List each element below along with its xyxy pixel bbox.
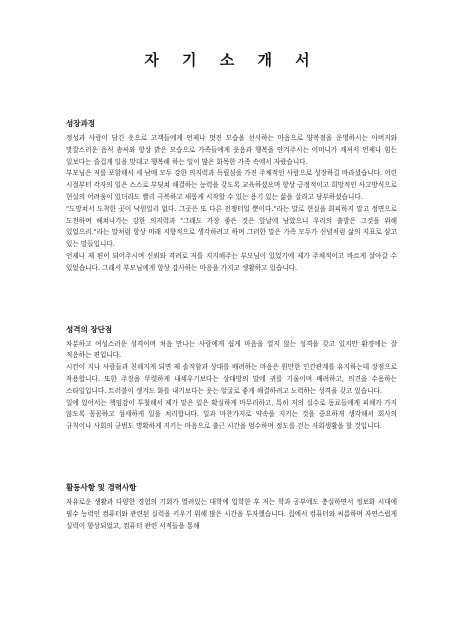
paragraph: 시간이 지나 사람들과 친해지게 되면 제 솔직함과 상대를 배려하는 마음은 원만한 인간관계를 유지하는데 장점으로 작용합니다. 또한 주장을 뚜렷하게 내세우기보다는 상대방의 말에 귀를 기울이며 배려하고, 의견을 수용하는 스타일입니다. 트러블이 생겨도 화를 내기보다는 웃는 얼굴로 좋게 해결하려고 노력하는 성격을 갖고 있습니다.: [66, 363, 397, 395]
paragraph: 부모님은 저를 포함해서 세 남매 모두 강한 의지력과 독립심을 가진 주체적인 사람으로 성장하길 바라셨습니다. 어린 시절부터 각자의 일은 스스로 부딪쳐 해결하는 능력을 갖도록 교육하셨으며 항상 긍정적이고 희망적인 사고방식으로 현실의 어려움이 있더라도 빨리 극복하고 새롭게 시작할 수 있는 용기 있는 삶을 살라고 당부하셨습니다.: [66, 169, 397, 201]
paragraph: 일에 있어서는 책임감이 투철해서 제가 맡은 일은 확실하게 마무리하고, 특히 저의 실수로 동료들에게 피해가 가지 않도록 꼼꼼하고 섬세하게 일을 처리합니다. 일과 마찬가지로 약속을 지키는 것을 중요하게 생각해서 회사의 규칙이나 사회의 규범도 명확하게 지키는 마음으로 출근 시간을 엄수하며 정도를 걷는 사회생활을 할 것입니다.: [66, 398, 397, 431]
document-title: 자 기 소 개 서: [144, 51, 319, 69]
section-heading: 성격의 장단점: [66, 324, 113, 334]
paragraph: "도망쳐서 도착한 곳이 낙원일리 없다. 그곳은 또 다른 전쟁터일 뿐이다."라는 말로 현실을 회피하지 말고 정면으로 도전하며 헤쳐나가는 강한 의지력과 "그래도 가장 좋은 것은 앞날에 남았으니 우리의 출발은 그것을 위해 있었으리."라는 말처럼 항상 미래 지향적으로 생각하려고 하며 그러한 말은 가족 모두가 신념처럼 삶의 지표로 삼고 있는 말들입니다.: [66, 204, 397, 249]
section-heading: 성장과정: [66, 119, 95, 128]
section-activities: [66, 483, 397, 532]
paragraph: 언제나 제 편이 되어주시며 신뢰와 격려로 저를 지지해주는 부모님이 있었기에 제가 주체적이고 바르게 살아갈 수 있었습니다. 그래서 부모님에게 항상 감사하는 마음을 가지고 생활하고 있습니다.: [66, 251, 397, 272]
section-growth: [66, 119, 397, 275]
section-heading: 활동사항 및 경력사항: [66, 482, 137, 492]
paragraph: 자유로운 생활과 다양한 경험의 기회가 열려있는 대학에 입학한 후 저는 학과 공부에도 충실하면서 정보화 시대에 필수 능력인 컴퓨터와 관련된 실력을 키우기 위해 많은 시간을 투자했습니다. 집에서 컴퓨터와 씨름하며 자연스럽게 실력이 향상되었고, 컴퓨터 관련 서적들을 통해: [66, 497, 397, 530]
paragraph: 정성과 사랑이 담긴 옷으로 고객들에게 언제나 멋진 모습을 선사하는 마음으로 양복점을 운영하시는 아버지와 맛깔스러운 음식 솜씨와 항상 밝은 모습으로 가족들에게 웃음과 행복을 안겨주시는 어머니가 계셔서 언제나 힘든 일보다는 즐겁게 일을 맞대고 행복해 하는 일이 많은 화목한 가족 속에서 자랐습니다.: [66, 134, 397, 166]
paragraph: 차분하고 여성스러운 성격이며 처음 만나는 사람에게 쉽게 마음을 열지 않는 성격을 갖고 있지만 환경에는 잘 적응하는 편입니다.: [66, 339, 397, 360]
section-personality: [66, 325, 397, 433]
